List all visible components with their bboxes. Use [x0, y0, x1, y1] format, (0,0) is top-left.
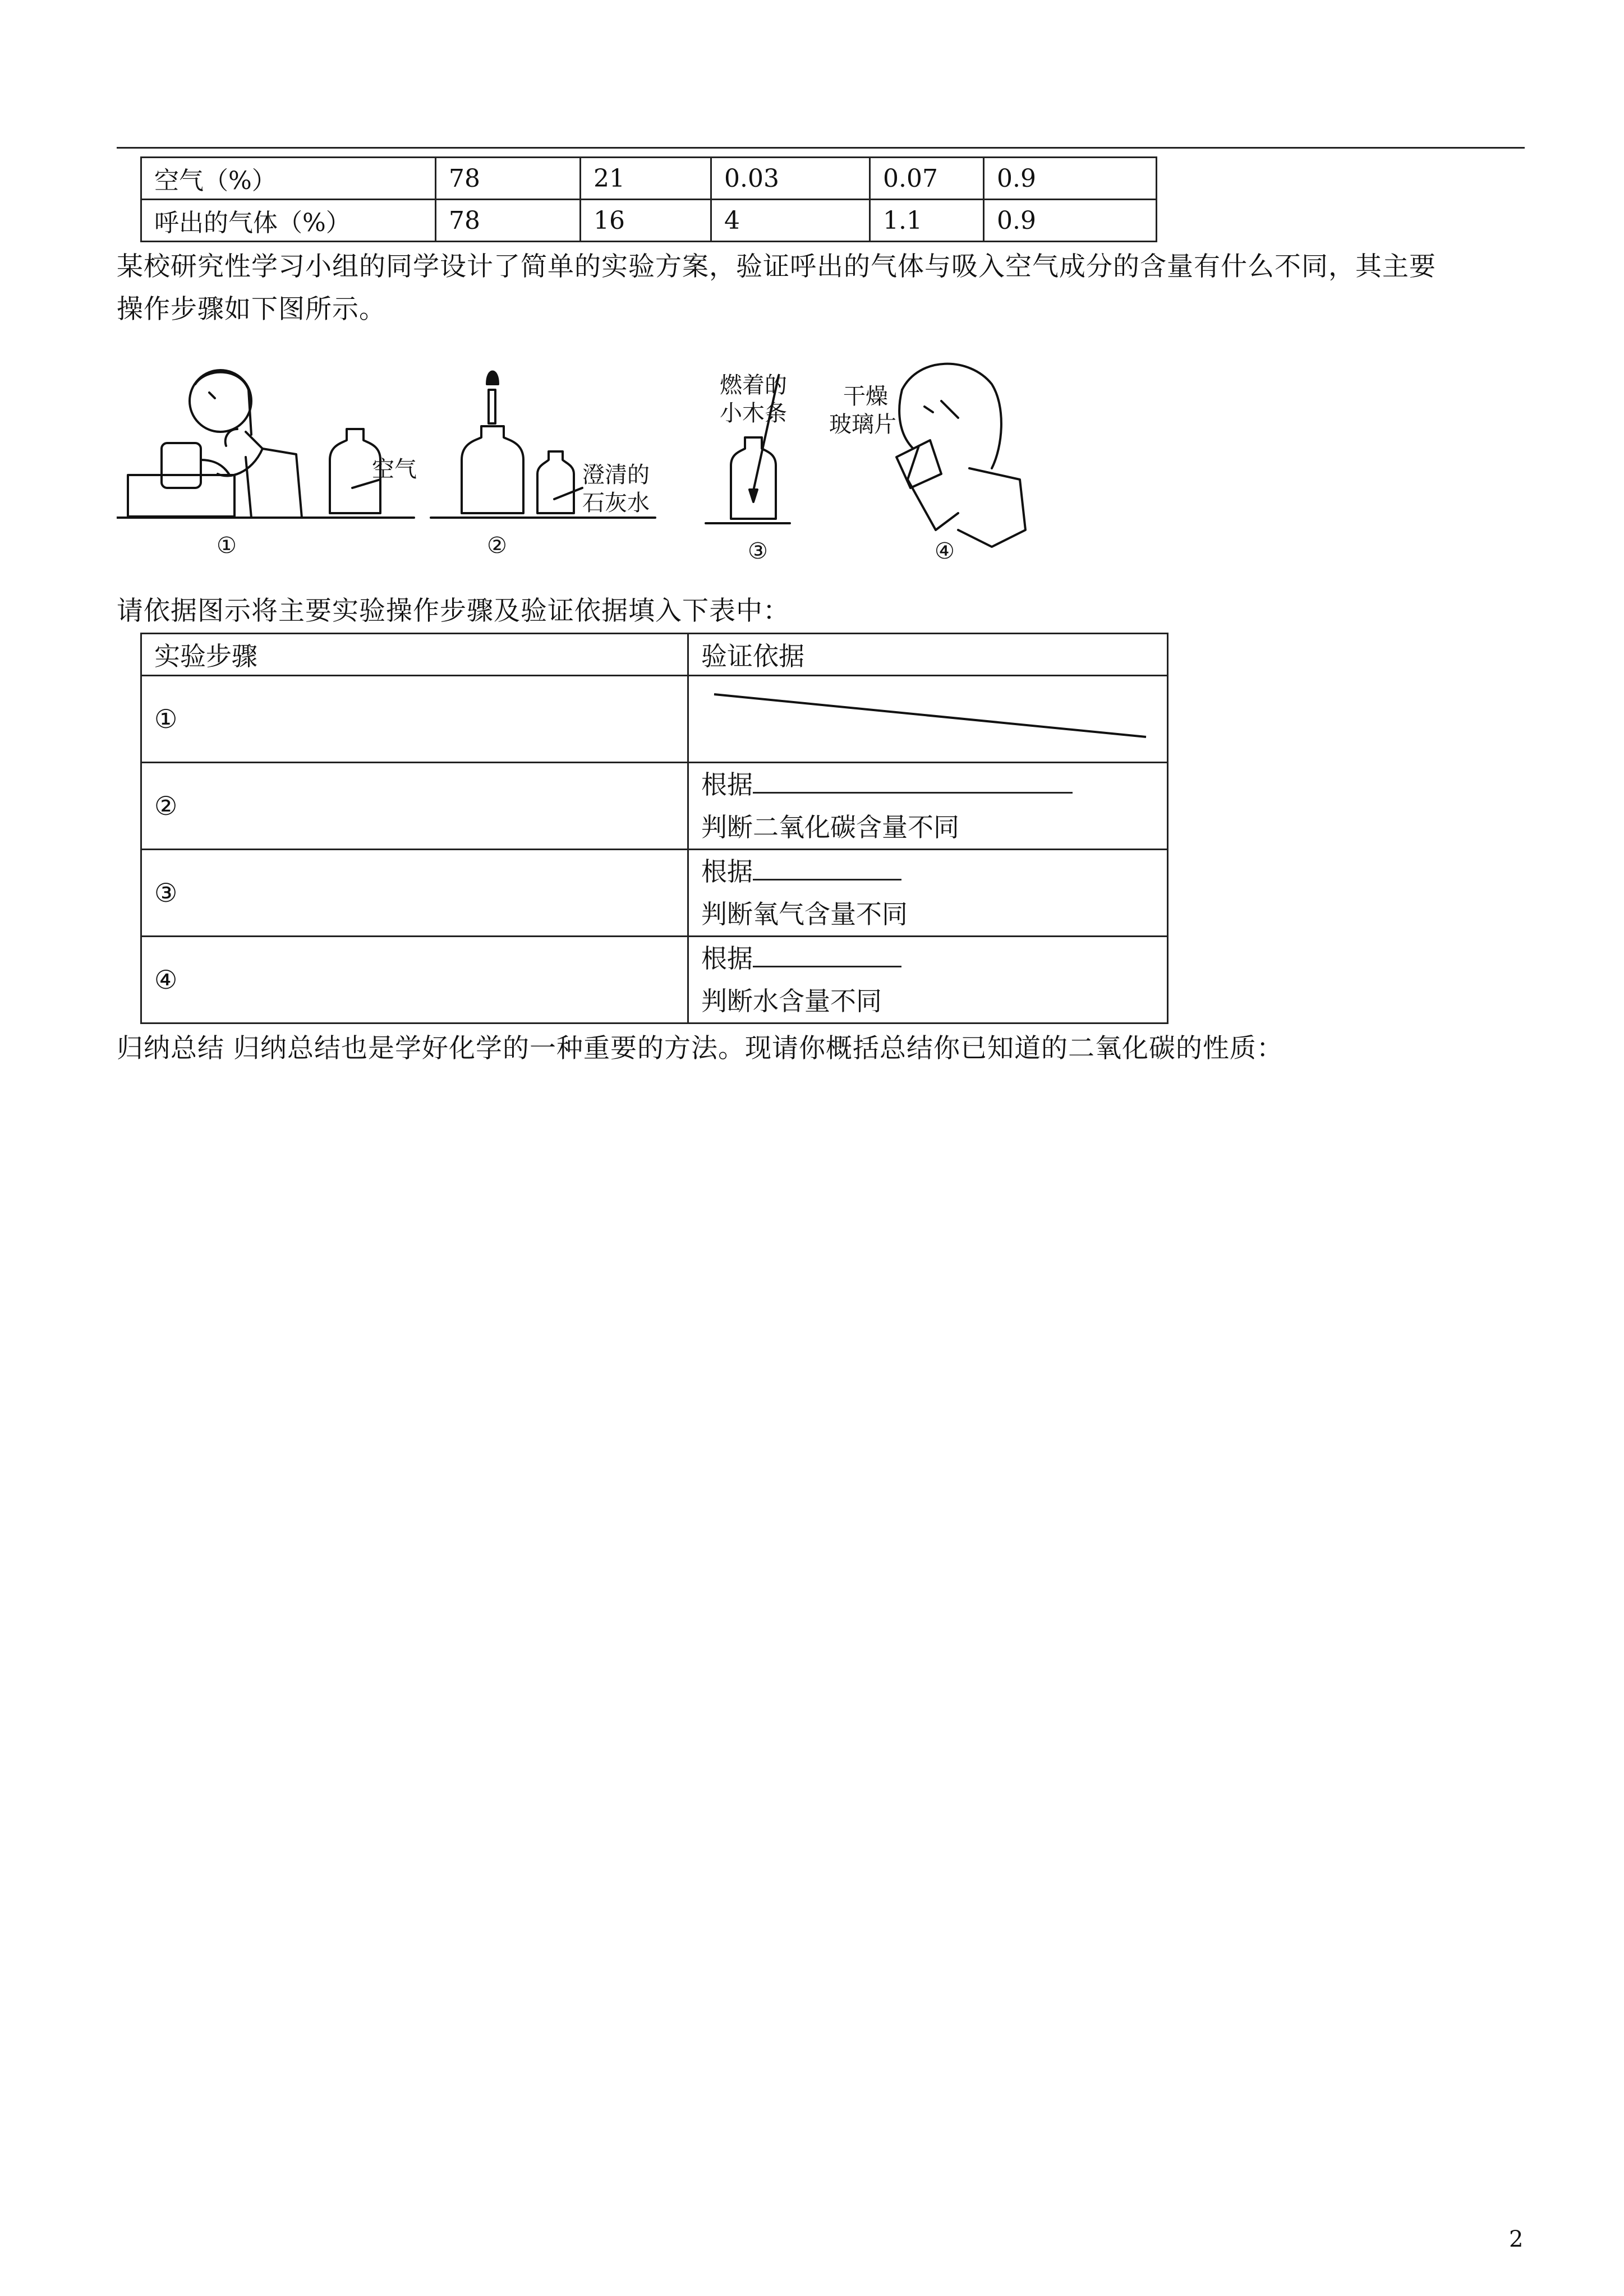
answer-blank[interactable] — [753, 852, 901, 880]
answer-blank[interactable] — [753, 939, 901, 967]
table-row — [141, 850, 1168, 937]
basis-cell-crossed — [688, 676, 1168, 763]
answer-blank[interactable] — [753, 765, 1073, 794]
table-cell: 0.03 — [711, 158, 870, 200]
table-cell: 0.9 — [984, 158, 1157, 200]
table-cell: 78 — [436, 200, 581, 242]
figure-label-limewater-1: 澄清的 — [582, 462, 650, 488]
table-row — [141, 763, 1168, 850]
table-row — [141, 676, 1168, 763]
gas-composition-table — [140, 156, 1157, 242]
table-cell: 21 — [581, 158, 711, 200]
step-cell: ④ — [141, 937, 688, 1023]
basis-suffix: 判断二氧化碳含量不同 — [701, 812, 959, 842]
figure-label-glass-2: 玻璃片 — [829, 412, 896, 437]
table-cell: 0.9 — [984, 200, 1157, 242]
steps-table — [140, 633, 1168, 1024]
figure-label-stick-1: 燃着的 — [720, 372, 787, 398]
row-label: 空气（%） — [141, 158, 436, 200]
header-rule — [117, 147, 1525, 149]
column-header-basis: 验证依据 — [688, 634, 1168, 676]
basis-prefix: 根据 — [701, 769, 753, 800]
basis-cell — [688, 937, 1168, 1023]
basis-suffix: 判断水含量不同 — [701, 986, 882, 1016]
table-row — [141, 158, 1157, 200]
basis-cell — [688, 850, 1168, 937]
column-header-steps: 实验步骤 — [141, 634, 688, 676]
table-cell: 0.07 — [870, 158, 984, 200]
experiment-figure — [117, 345, 1082, 575]
figure-label-glass-1: 干燥 — [843, 384, 888, 409]
intro-line-1: 某校研究性学习小组的同学设计了简单的实验方案，验证呼出的气体与吸入空气成分的含量有什么不同，其主要 — [117, 251, 1436, 282]
table-header-row — [141, 634, 1168, 676]
figure-step-number: ④ — [935, 538, 955, 564]
figure-label-air: 空气 — [372, 457, 417, 482]
figure-step-number: ② — [487, 533, 507, 559]
table-cell: 16 — [581, 200, 711, 242]
figure-step-number: ③ — [748, 538, 768, 564]
intro-line-2: 操作步骤如下图所示。 — [117, 294, 386, 325]
basis-prefix: 根据 — [701, 943, 753, 974]
diagonal-strike — [689, 676, 1154, 762]
basis-suffix: 判断氧气含量不同 — [701, 899, 908, 929]
step-cell: ② — [141, 763, 688, 850]
step-cell: ① — [141, 676, 688, 763]
row-label: 呼出的气体（%） — [141, 200, 436, 242]
figure-label-limewater-2: 石灰水 — [582, 490, 650, 516]
table-cell: 1.1 — [870, 200, 984, 242]
table-row — [141, 200, 1157, 242]
table-cell: 78 — [436, 158, 581, 200]
instruction-text: 请依据图示将主要实验操作步骤及验证依据填入下表中： — [117, 596, 790, 626]
table-row — [141, 937, 1168, 1023]
summary-text: 归纳总结 归纳总结也是学好化学的一种重要的方法。现请你概括总结你已知道的二氧化碳的性质： — [117, 1033, 1283, 1064]
step-cell: ③ — [141, 850, 688, 937]
table-cell: 4 — [711, 200, 870, 242]
figure-label-stick-2: 小木条 — [720, 400, 787, 426]
basis-cell — [688, 763, 1168, 850]
basis-prefix: 根据 — [701, 856, 753, 887]
figure-step-number: ① — [217, 533, 237, 559]
page-number: 2 — [1509, 2226, 1524, 2252]
